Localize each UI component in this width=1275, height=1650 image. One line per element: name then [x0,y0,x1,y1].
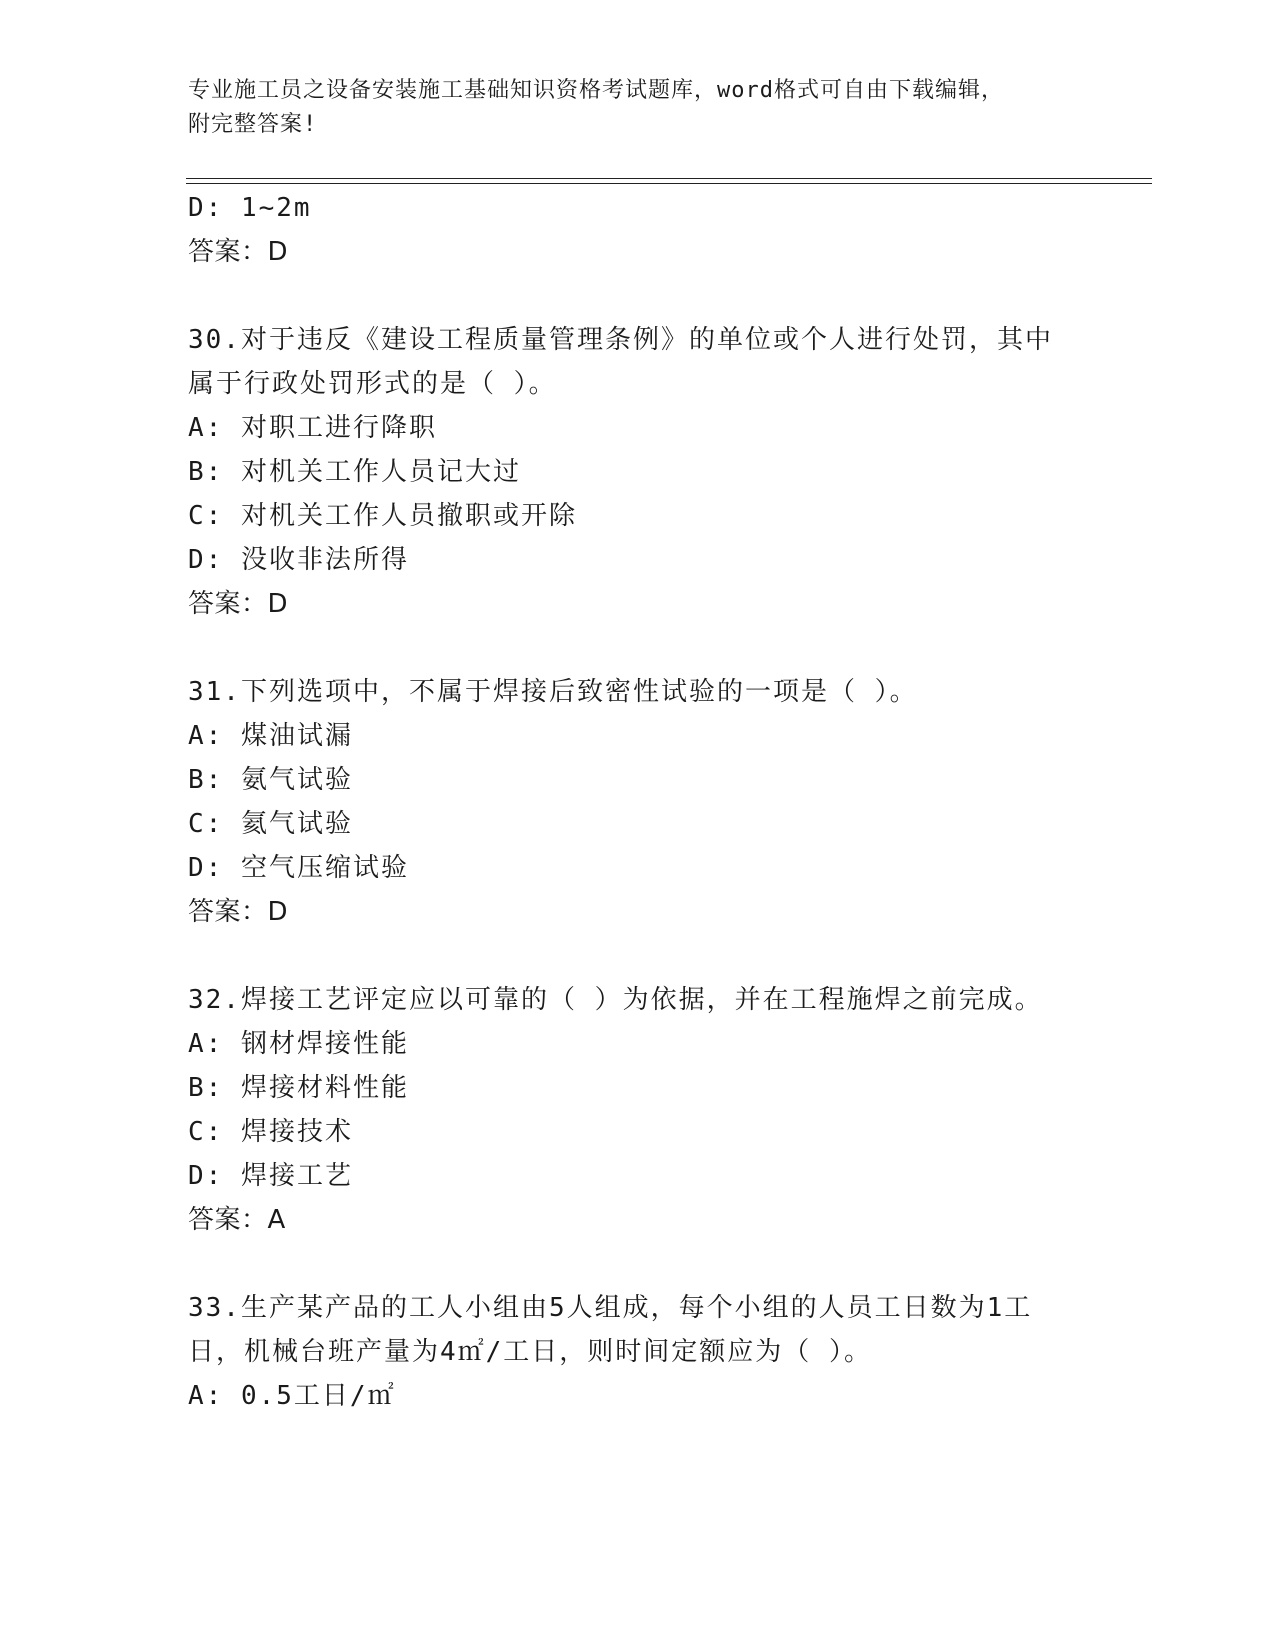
q29-option-d: D: 1~2m [188,193,312,223]
q31-stem-line-1: 31.下列选项中，不属于焊接后致密性试验的一项是（ ）。 [188,677,918,707]
q32-stem-line-1: 32.焊接工艺评定应以可靠的（ ）为依据，并在工程施焊之前完成。 [188,985,1043,1015]
q30-stem-line-2: 属于行政处罚形式的是（ ）。 [188,369,557,399]
q33-option-a: A: 0.5工日/㎡ [188,1381,396,1411]
q30-option-a: A: 对职工进行降职 [188,413,437,443]
document-header [188,74,1088,142]
q30-option-c: C: 对机关工作人员撤职或开除 [188,501,577,531]
q32-option-a: A: 钢材焊接性能 [188,1029,409,1059]
header-line-2: 附完整答案! [188,112,318,137]
q30-option-b: B: 对机关工作人员记大过 [188,457,521,487]
q29-answer: 答案：D [188,237,289,267]
q31-option-a: A: 煤油试漏 [188,721,353,751]
q33-stem-line-2: 日，机械台班产量为4㎡/工日，则时间定额应为（ ）。 [188,1337,872,1367]
q32-option-b: B: 焊接材料性能 [188,1073,409,1103]
q32-option-d: D: 焊接工艺 [188,1161,353,1191]
header-divider-top [186,178,1152,179]
header-divider-bottom [186,183,1152,184]
q30-answer: 答案：D [188,589,289,619]
q31-option-d: D: 空气压缩试验 [188,853,409,883]
q31-answer: 答案：D [188,897,289,927]
q31-option-b: B: 氨气试验 [188,765,353,795]
q31-option-c: C: 氦气试验 [188,809,353,839]
q32-option-c: C: 焊接技术 [188,1117,353,1147]
q32-answer: 答案：A [188,1205,286,1235]
q30-stem-line-1: 30.对于违反《建设工程质量管理条例》的单位或个人进行处罚，其中 [188,325,1053,355]
header-line-1: 专业施工员之设备安装施工基础知识资格考试题库，word格式可自由下载编辑， [188,78,1004,103]
q30-option-d: D: 没收非法所得 [188,545,409,575]
q33-stem-line-1: 33.生产某产品的工人小组由5人组成，每个小组的人员工日数为1工 [188,1293,1033,1323]
